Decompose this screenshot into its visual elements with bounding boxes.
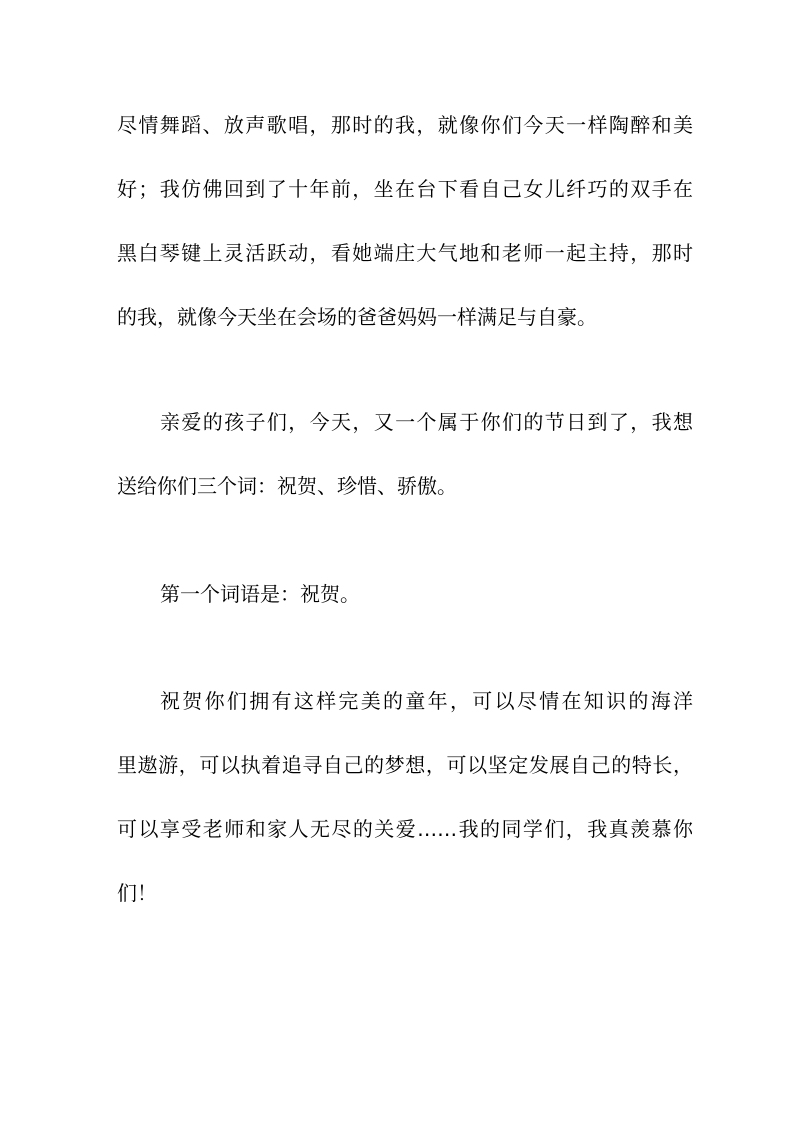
paragraph-2-line-1: 亲爱的孩子们，今天，又一个属于你们的节日到了，我想 [160,410,693,434]
paragraph-1-line-1: 尽情舞蹈、放声歌唱，那时的我，就像你们今天一样陶醉和美 [117,113,693,137]
paragraph-4-line-1: 祝贺你们拥有这样完美的童年，可以尽情在知识的海洋 [160,689,693,713]
paragraph-4-line-2: 里遨游，可以执着追寻自己的梦想，可以坚定发展自己的特长， [117,753,693,777]
paragraph-3-line-1: 第一个词语是：祝贺。 [160,582,360,606]
paragraph-1-line-2: 好；我仿佛回到了十年前，坐在台下看自己女儿纤巧的双手在 [117,177,693,201]
paragraph-1-line-3: 黑白琴键上灵活跃动，看她端庄大气地和老师一起主持，那时 [117,241,693,265]
paragraph-4-line-3: 可以享受老师和家人无尽的关爱……我的同学们，我真羡慕你 [117,817,693,841]
paragraph-1-line-4: 的我，就像今天坐在会场的爸爸妈妈一样满足与自豪。 [117,305,597,329]
paragraph-4-line-4: 们！ [117,881,157,905]
paragraph-2-line-2: 送给你们三个词：祝贺、珍惜、骄傲。 [117,474,457,498]
